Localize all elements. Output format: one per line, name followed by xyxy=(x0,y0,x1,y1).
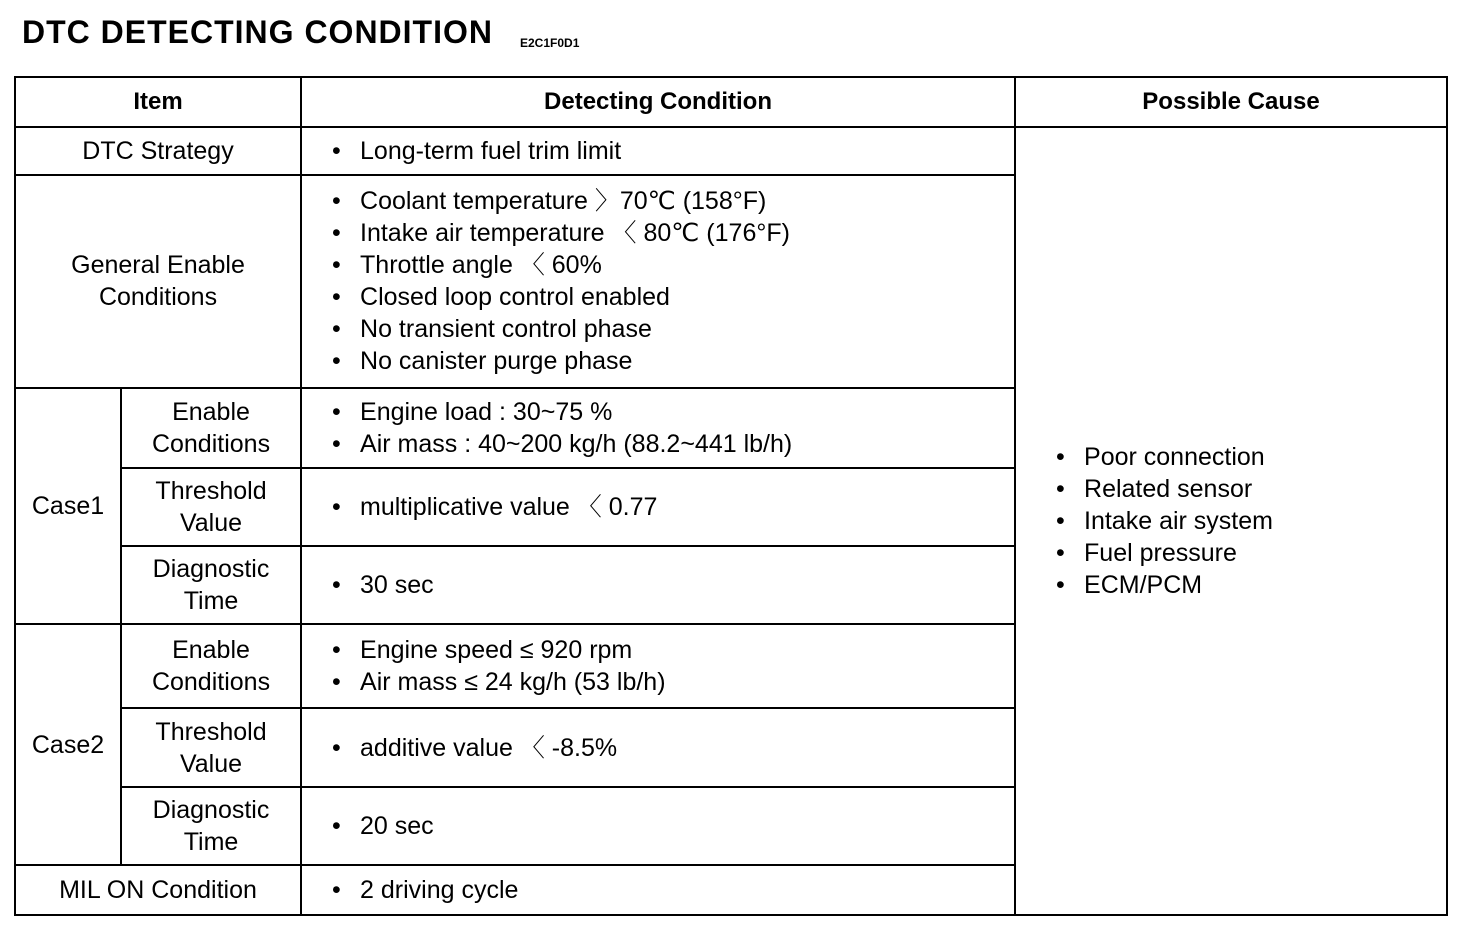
possible-cause-cell xyxy=(1015,127,1447,915)
case2-diagnostic-time xyxy=(301,787,1015,865)
condition-item: • Air mass ≤ 24 kg/h (53 lb/h) xyxy=(332,666,1014,698)
condition-item: • No transient control phase xyxy=(332,313,1014,345)
case1-threshold-values xyxy=(301,468,1015,546)
row-label-case1: Case1 xyxy=(15,388,121,625)
table-row xyxy=(15,127,1447,175)
strategy-conditions xyxy=(301,127,1015,175)
condition-item: • Long-term fuel trim limit xyxy=(332,135,1014,167)
case2-threshold-label: Threshold Value xyxy=(121,708,301,786)
row-label-mil-on: MIL ON Condition xyxy=(15,865,301,915)
condition-item: • additive value 〈 -8.5% xyxy=(332,732,1014,764)
case2-threshold-values xyxy=(301,708,1015,786)
case1-threshold-label: Threshold Value xyxy=(121,468,301,546)
page-title: DTC DETECTING CONDITION xyxy=(22,14,493,50)
cause-item: • Intake air system xyxy=(1056,505,1446,537)
condition-item: • 2 driving cycle xyxy=(332,874,1014,906)
cause-item: • Related sensor xyxy=(1056,473,1446,505)
condition-item: • 20 sec xyxy=(332,810,1014,842)
condition-item: • Air mass : 40~200 kg/h (88.2~441 lb/h) xyxy=(332,428,1014,460)
header-row xyxy=(15,77,1447,127)
mil-conditions xyxy=(301,865,1015,915)
condition-item: • Coolant temperature 〉70℃ (158°F) xyxy=(332,185,1014,217)
cause-item: • Poor connection xyxy=(1056,441,1446,473)
row-label-general-enable: General Enable Conditions xyxy=(15,175,301,388)
condition-item: • multiplicative value 〈 0.77 xyxy=(332,491,1014,523)
condition-item: • Engine load : 30~75 % xyxy=(332,396,1014,428)
row-label-dtc-strategy: DTC Strategy xyxy=(15,127,301,175)
condition-item: • Throttle angle 〈 60% xyxy=(332,249,1014,281)
cause-item: • Fuel pressure xyxy=(1056,537,1446,569)
case2-enable-label: Enable Conditions xyxy=(121,624,301,708)
header-item: Item xyxy=(15,77,301,127)
cause-item: • ECM/PCM xyxy=(1056,569,1446,601)
case1-enable-label: Enable Conditions xyxy=(121,388,301,468)
row-label-case2: Case2 xyxy=(15,624,121,865)
condition-item: • Engine speed ≤ 920 rpm xyxy=(332,634,1014,666)
header-possible-cause: Possible Cause xyxy=(1015,77,1447,127)
case2-enable-conditions xyxy=(301,624,1015,708)
condition-item: • Closed loop control enabled xyxy=(332,281,1014,313)
condition-item: • Intake air temperature 〈 80℃ (176°F) xyxy=(332,217,1014,249)
condition-item: • 30 sec xyxy=(332,569,1014,601)
case1-enable-conditions xyxy=(301,388,1015,468)
case2-time-label: Diagnostic Time xyxy=(121,787,301,865)
case1-time-label: Diagnostic Time xyxy=(121,546,301,624)
header-detecting-condition: Detecting Condition xyxy=(301,77,1015,127)
document-code: E2C1F0D1 xyxy=(520,36,580,50)
dtc-table xyxy=(14,76,1448,916)
general-conditions xyxy=(301,175,1015,388)
case1-diagnostic-time xyxy=(301,546,1015,624)
condition-item: • No canister purge phase xyxy=(332,345,1014,377)
